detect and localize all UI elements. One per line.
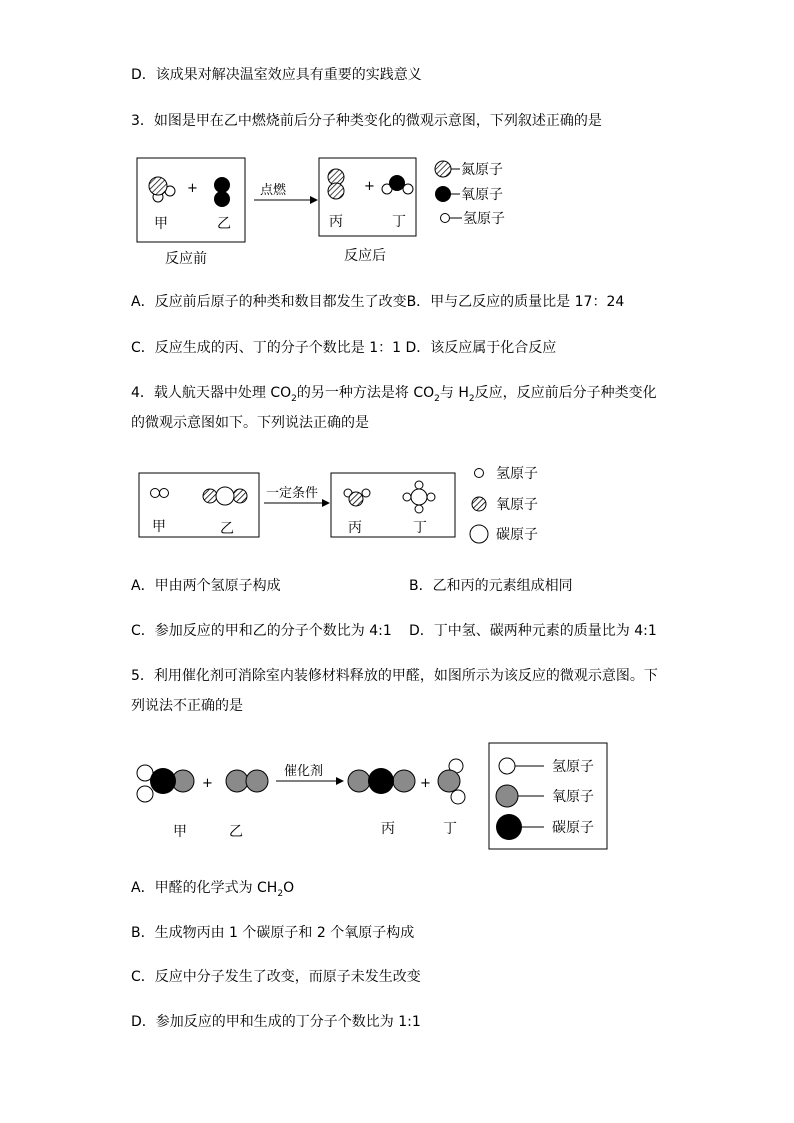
q4-option-c: C．参加反应的甲和乙的分子个数比为 4:1 — [131, 623, 392, 639]
legend-c: 碳原子 — [552, 820, 594, 836]
ch4-molecule — [403, 481, 435, 513]
o2-molecule — [226, 770, 268, 792]
label-ding: 丁 — [413, 520, 427, 536]
q4-stem-line1: 4．载人航天器中处理 $CO_2$的另一种方法是将 $CO_2$与 $H_2$反应，反应前后分子种类变化 — [131, 385, 657, 404]
q3-options-cd: C．反应生成的丙、丁的分子个数比是 1：1 D．该反应属于化合反应 — [131, 340, 557, 356]
q3-stem: 3．如图是甲在乙中燃烧前后分子种类变化的微观示意图，下列叙述正确的是 — [131, 113, 602, 129]
co2-molecule — [348, 768, 415, 794]
hcho-molecule — [137, 765, 194, 802]
caption-after: 反应后 — [344, 248, 386, 264]
legend-h: 氢原子 — [463, 211, 505, 227]
co2-molecule — [203, 487, 247, 505]
q4-figure — [130, 455, 550, 550]
legend — [435, 161, 505, 227]
legend — [496, 758, 594, 840]
nh3-molecule — [149, 177, 175, 202]
q4-stem-line2: 的微观示意图如下。下列说法正确的是 — [131, 415, 369, 431]
label-yi: 乙 — [220, 521, 234, 537]
n2-molecule — [328, 169, 344, 199]
o2-molecule — [214, 177, 230, 207]
q3-options-ab: A．反应前后原子的种类和数目都发生了改变B．甲与乙反应的质量比是 17：24 — [131, 294, 625, 310]
label-yi: 乙 — [217, 216, 231, 232]
q5-stem-line2: 列说法不正确的是 — [131, 698, 243, 714]
arrow-label: 点燃 — [260, 183, 287, 198]
h2o-molecule — [438, 759, 465, 804]
q4-option-b: B．乙和丙的元素组成相同 — [409, 578, 573, 594]
q3-figure — [130, 152, 530, 272]
q5-option-b: B．生成物丙由 1 个碳原子和 2 个氧原子构成 — [131, 925, 415, 941]
label-bing: 丙 — [381, 821, 395, 837]
legend-h: 氢原子 — [496, 466, 538, 482]
q5-figure — [130, 735, 615, 855]
plus-sign: + — [202, 776, 213, 791]
q5-option-c: C．反应中分子发生了改变，而原子未发生改变 — [131, 969, 421, 985]
plus-sign: + — [187, 181, 198, 196]
q2-option-d: D．该成果对解决温室效应具有重要的实践意义 — [131, 67, 422, 83]
q5-option-d: D．参加反应的甲和生成的丁分子个数比为 1:1 — [131, 1014, 421, 1030]
legend-o: 氧原子 — [496, 497, 538, 513]
label-jia: 甲 — [154, 216, 168, 232]
label-bing: 丙 — [329, 214, 343, 230]
label-bing: 丙 — [348, 520, 362, 536]
q5-option-a: A．甲醛的化学式为 $CH_2O$ — [131, 880, 295, 899]
legend-o: 氧原子 — [552, 789, 594, 805]
q4-option-a: A．甲由两个氢原子构成 — [131, 578, 281, 594]
h2o-molecule — [382, 175, 413, 194]
arrow-label: 催化剂 — [284, 764, 324, 779]
plus-sign: + — [420, 776, 431, 791]
legend-h: 氢原子 — [552, 759, 594, 775]
q4-option-d: D．丁中氢、碳两种元素的质量比为 4:1 — [409, 623, 657, 639]
legend-c: 碳原子 — [496, 527, 538, 543]
caption-before: 反应前 — [165, 251, 207, 267]
legend — [470, 466, 538, 543]
legend-n: 氮原子 — [461, 162, 503, 178]
arrow-label: 一定条件 — [266, 486, 319, 501]
label-yi: 乙 — [229, 824, 243, 840]
label-jia: 甲 — [173, 824, 187, 840]
h2-molecule — [151, 489, 169, 498]
label-jia: 甲 — [152, 519, 166, 535]
label-ding: 丁 — [443, 821, 457, 837]
legend-o: 氧原子 — [461, 187, 503, 203]
plus-sign: + — [364, 179, 375, 194]
q5-stem-line1: 5．利用催化剂可消除室内装修材料释放的甲醛，如图所示为该反应的微观示意图。下 — [131, 668, 658, 684]
h2o-molecule — [344, 489, 370, 506]
label-ding: 丁 — [392, 214, 406, 230]
